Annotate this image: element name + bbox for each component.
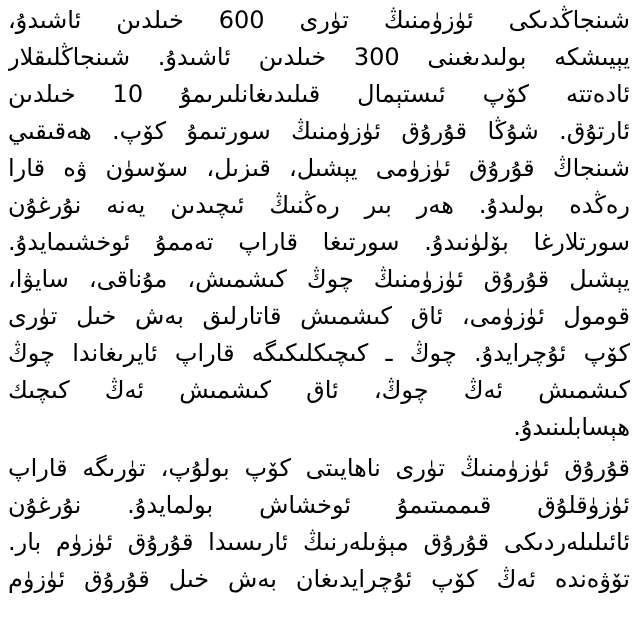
text-line: شىنجاڭ قۇرۇق ئۈزۈمى يېشىل، قىزىل، سۆسۈن ۋە قارا: [8, 154, 630, 182]
text-line: رەڭدە بولىدۇ. ھەر بىر رەڭنىڭ ئىچىدىن يەنە نۇرغۇن: [8, 191, 630, 219]
text-line: ئۈزۈقلۇق قىممىتىمۇ ئوخشاش بولمايدۇ. نۇرغۇن: [8, 491, 630, 519]
text-line: ئائىلىلەردىكى قۇرۇق مېۋىلەرنىڭ ئارىسىدا قۇرۇق ئۈزۈم بار.: [8, 528, 630, 556]
text-line: يېيىشكە بولىدىغىنى 300 خىلدىن ئاشىدۇ. شىنجاڭلىقلار: [8, 43, 630, 71]
text-line: كۆپ ئۇچرايدۇ. چوڭ ـ كىچىكلىكىگە قاراپ ئايرىغاندا چوڭ: [8, 339, 630, 367]
text-line: قۇرۇق ئۈزۈمنىڭ تۈرى ناھايىتى كۆپ بولۇپ، تۈرىگە قاراپ: [8, 454, 630, 482]
text-line: ئارتۇق. شۇڭا قۇرۇق ئۈزۈمنىڭ سورتىمۇ كۆپ. ھەقىقىي: [8, 117, 630, 145]
text-line: شىنجاڭدىكى ئۈزۈمنىڭ تۈرى 600 خىلدىن ئاشىدۇ،: [8, 6, 630, 34]
text-line: يېشىل قۇرۇق ئۈزۈمنىڭ چوڭ كىشمىش، مۇناقى، سايۋا،: [8, 265, 630, 293]
paragraph-nutrition: [8, 450, 630, 598]
text-line: ئادەتتە كۆپ ئىستېمال قىلىدىغانلىرىمۇ 10 خىلدىن: [8, 80, 630, 108]
text-line: سورتلارغا بۆلۈنىدۇ. سورتىغا قاراپ تەممۇ ئوخشىمايدۇ.: [8, 228, 630, 256]
text-line: تۆۋەندە ئەڭ كۆپ ئۇچرايدىغان بەش خىل قۇرۇق ئۈزۈم: [8, 565, 630, 593]
text-line: قومول ئۈزۈمى، ئاق كىشمىش قاتارلىق بەش خىل تۈرى: [8, 302, 630, 330]
paragraph-grape-varieties: [8, 2, 630, 446]
text-line: كىشمىش ئەڭ چوڭ، ئاق كىشمىش ئەڭ كىچىك: [8, 376, 630, 404]
text-line: ھېسابلىنىدۇ.: [513, 413, 630, 441]
